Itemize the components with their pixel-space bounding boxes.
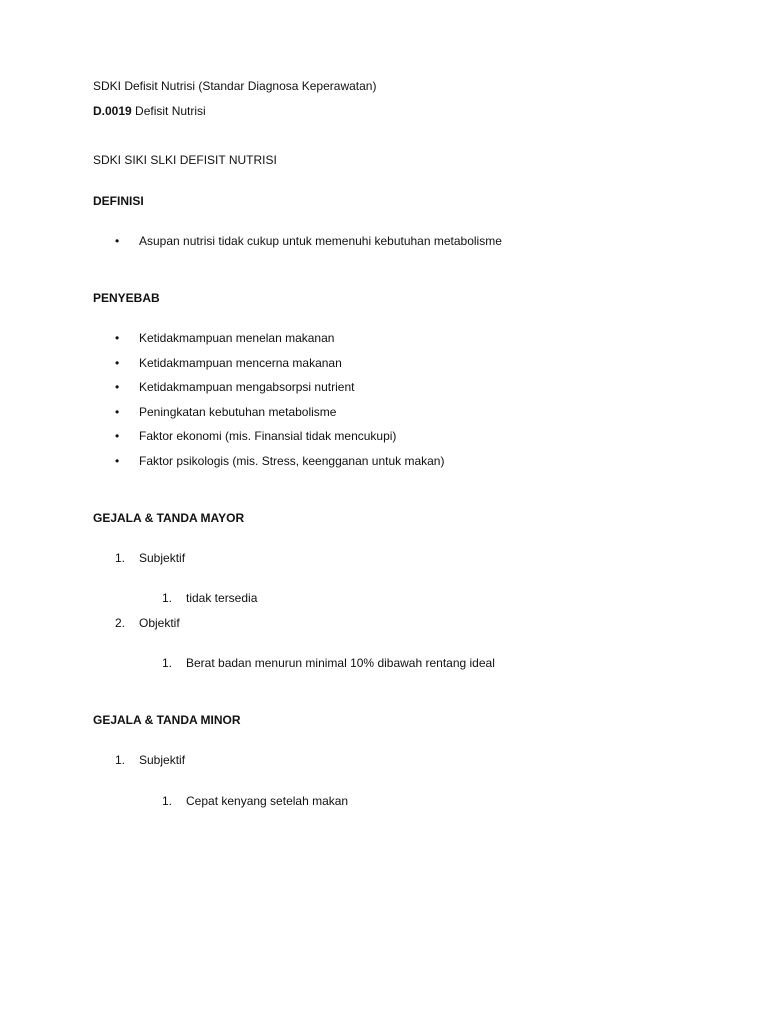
minor-heading: GEJALA & TANDA MINOR (93, 713, 241, 727)
list-number: 1. (115, 753, 126, 767)
minor-subjektif (115, 753, 185, 767)
list-number: 1. (162, 591, 173, 605)
penyebab-text: Ketidakmampuan mencerna makanan (139, 356, 342, 370)
minor-subjektif-label: Subjektif (139, 753, 186, 767)
bullet-icon: • (115, 234, 120, 248)
penyebab-text: Faktor psikologis (mis. Stress, keengganan untuk makan) (139, 454, 445, 468)
penyebab-heading: PENYEBAB (93, 291, 160, 305)
mayor-objektif (115, 616, 180, 630)
bullet-icon: • (115, 454, 120, 468)
penyebab-item (115, 331, 334, 345)
penyebab-item (115, 380, 354, 394)
bullet-icon: • (115, 331, 120, 345)
list-number: 1. (162, 656, 173, 670)
list-number: 1. (162, 794, 173, 808)
penyebab-item (115, 356, 342, 370)
bullet-icon: • (115, 405, 120, 419)
mayor-objektif-item (162, 656, 495, 670)
penyebab-text: Ketidakmampuan mengabsorpsi nutrient (139, 380, 355, 394)
mayor-subjektif-text: tidak tersedia (186, 591, 258, 605)
list-number: 1. (115, 551, 126, 565)
mayor-heading: GEJALA & TANDA MAYOR (93, 511, 245, 525)
bullet-icon: • (115, 429, 120, 443)
mayor-subjektif (115, 551, 185, 565)
bullet-icon: • (115, 356, 120, 370)
minor-subjektif-item (162, 794, 348, 808)
penyebab-text: Ketidakmampuan menelan makanan (139, 331, 335, 345)
penyebab-item (115, 405, 336, 419)
mayor-subjektif-item (162, 591, 257, 605)
penyebab-text: Faktor ekonomi (mis. Finansial tidak mencukupi) (139, 429, 397, 443)
mayor-objektif-text: Berat badan menurun minimal 10% dibawah rentang ideal (186, 656, 495, 670)
diagnosis-name: Defisit Nutrisi (131, 104, 206, 118)
document-subtitle: SDKI SIKI SLKI DEFISIT NUTRISI (93, 153, 277, 167)
definisi-heading: DEFINISI (93, 194, 144, 208)
minor-subjektif-text: Cepat kenyang setelah makan (186, 794, 349, 808)
diagnosis-code: D.0019 (93, 104, 132, 118)
bullet-icon: • (115, 380, 120, 394)
mayor-objektif-label: Objektif (139, 616, 180, 630)
mayor-subjektif-label: Subjektif (139, 551, 186, 565)
penyebab-item (115, 454, 444, 468)
definisi-text: Asupan nutrisi tidak cukup untuk memenuhi kebutuhan metabolisme (139, 234, 502, 248)
definisi-item (115, 234, 502, 248)
penyebab-text: Peningkatan kebutuhan metabolisme (139, 405, 337, 419)
penyebab-item (115, 429, 396, 443)
document-title: SDKI Defisit Nutrisi (Standar Diagnosa Keperawatan) (93, 79, 377, 93)
diagnosis-code-line (93, 104, 206, 118)
list-number: 2. (115, 616, 126, 630)
